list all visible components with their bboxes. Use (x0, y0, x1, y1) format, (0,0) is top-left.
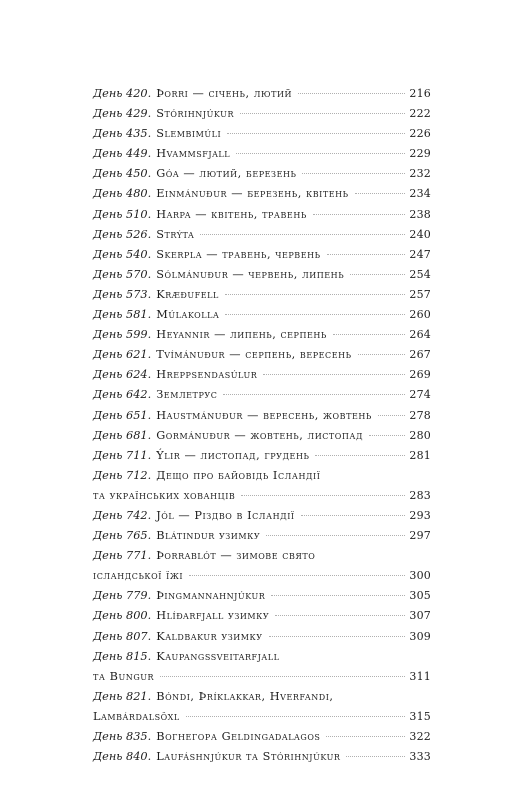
dot-leader (333, 334, 406, 335)
toc-title: Jól — Різдво в Ісландії (156, 508, 295, 522)
toc-page-number: 229 (409, 147, 431, 161)
toc-day: День 570. (93, 267, 152, 281)
toc-page-number: 267 (409, 348, 431, 362)
toc-entry (93, 466, 431, 506)
toc-page-number: 247 (409, 247, 431, 261)
toc-title: Kaupangssveitarfjall (156, 649, 280, 663)
dot-leader (355, 193, 406, 194)
toc-day: День 420. (93, 87, 152, 100)
toc-title: Einmánuður — березень, квітень (156, 187, 349, 201)
toc-title: Haustmánuður — вересень, жовтень (156, 408, 372, 422)
toc-entry (93, 546, 431, 586)
toc-entry-line (93, 164, 431, 184)
toc-title-continued: ісландської їжі (93, 569, 184, 583)
toc-entry (93, 365, 431, 385)
toc-entry (93, 747, 431, 767)
toc-page-number: 264 (409, 328, 431, 342)
toc-entry (93, 104, 431, 124)
toc-title: Múlakolla (156, 308, 220, 322)
toc-day: День 840. (93, 750, 152, 764)
toc-entry-line (93, 647, 431, 667)
toc-page-number: 278 (409, 408, 431, 422)
toc-entry-line (93, 365, 431, 385)
toc-entry-line (93, 124, 431, 144)
toc-entry-line (93, 566, 431, 586)
toc-page-number: 305 (409, 589, 431, 603)
toc-page-number: 307 (409, 609, 431, 623)
toc-day: День 624. (93, 368, 152, 382)
toc-entry-line (93, 546, 431, 566)
toc-day: День 779. (93, 589, 152, 603)
toc-entry (93, 406, 431, 426)
dot-leader (327, 254, 406, 255)
toc-entry-line (93, 586, 431, 606)
toc-day: День 681. (93, 428, 152, 442)
toc-title: Heyannir — липень, серпень (156, 328, 327, 342)
toc-entry (93, 164, 431, 184)
dot-leader (269, 636, 406, 637)
toc-entry (93, 446, 431, 466)
dot-leader (301, 515, 406, 516)
toc-entry (93, 225, 431, 245)
dot-leader (227, 133, 405, 134)
toc-entry-line (93, 265, 431, 285)
toc-page-number: 216 (409, 87, 431, 100)
toc-page-number: 309 (409, 629, 431, 643)
toc-entry-line (93, 325, 431, 345)
toc-title: Þingmannahnjúkur (156, 589, 266, 603)
table-of-contents (93, 84, 431, 767)
toc-entry (93, 245, 431, 265)
toc-entry-line (93, 727, 431, 747)
toc-entry-line (93, 345, 431, 365)
toc-entry-line (93, 747, 431, 767)
dot-leader (189, 575, 405, 576)
toc-title: Harpa — квітень, травень (156, 207, 307, 221)
toc-entry (93, 305, 431, 325)
toc-day: День 573. (93, 287, 152, 301)
toc-entry (93, 526, 431, 546)
toc-title: Skerpla — травень, червень (156, 247, 321, 261)
dot-leader (225, 314, 405, 315)
toc-title: Strýta (156, 227, 195, 241)
dot-leader (369, 435, 405, 436)
toc-day: День 540. (93, 247, 152, 261)
toc-entry-line (93, 426, 431, 446)
dot-leader (275, 615, 405, 616)
toc-title: Þorri — січень, лютий (156, 87, 293, 100)
toc-title: Blátindur узимку (156, 529, 261, 543)
toc-day: День 800. (93, 609, 152, 623)
toc-page-number: 333 (409, 750, 431, 764)
toc-title: Bóndi, Þríklakkar, Hverfandi, (156, 689, 334, 703)
toc-entry-line (93, 506, 431, 526)
toc-title-continued: та Bungur (93, 669, 155, 683)
toc-day: День 599. (93, 328, 152, 342)
toc-entry (93, 124, 431, 144)
toc-entry-line (93, 184, 431, 204)
toc-day: День 711. (93, 448, 152, 462)
dot-leader (240, 113, 405, 114)
toc-entry-line (93, 144, 431, 164)
toc-page-number: 260 (409, 308, 431, 322)
toc-title: Hlíðarfjall узимку (156, 609, 270, 623)
toc-entry-line (93, 606, 431, 626)
dot-leader (241, 495, 405, 496)
toc-page-number: 274 (409, 388, 431, 402)
toc-day: День 821. (93, 689, 152, 703)
toc-title: Дещо про байовідь Ісландії (156, 468, 321, 482)
toc-entry-line (93, 385, 431, 405)
toc-entry-line (93, 406, 431, 426)
toc-title: Вогнегора Geldingadalagos (156, 730, 321, 743)
toc-entry (93, 84, 431, 104)
dot-leader (346, 756, 405, 757)
toc-title: Sólmánuður — червень, липень (156, 267, 345, 281)
toc-entry-line (93, 104, 431, 124)
toc-entry-line (93, 526, 431, 546)
toc-page-number: 297 (409, 529, 431, 543)
toc-title: Þorrablót — зимове свято (156, 549, 316, 563)
toc-page-number: 232 (409, 167, 431, 181)
toc-day: День 480. (93, 187, 152, 201)
dot-leader (315, 455, 405, 456)
toc-day: День 835. (93, 730, 152, 743)
toc-page-number: 311 (409, 669, 431, 683)
toc-day: День 642. (93, 388, 152, 402)
toc-entry (93, 506, 431, 526)
toc-page-number: 226 (409, 127, 431, 141)
toc-day: День 815. (93, 649, 152, 663)
toc-entry (93, 325, 431, 345)
toc-entry-line (93, 707, 431, 727)
toc-title: Tvímánuður — серпень, вересень (156, 348, 352, 362)
toc-entry-line (93, 446, 431, 466)
toc-page-number: 238 (409, 207, 431, 221)
dot-leader (350, 274, 405, 275)
toc-day: День 526. (93, 227, 152, 241)
toc-title: Землетрус (156, 388, 218, 402)
toc-page-number: 222 (409, 107, 431, 121)
toc-day: День 581. (93, 308, 152, 322)
toc-page-number: 283 (409, 488, 431, 502)
dot-leader (263, 374, 405, 375)
toc-page-number: 281 (409, 448, 431, 462)
toc-day: День 450. (93, 167, 152, 181)
toc-title: Kræðufell (156, 287, 219, 301)
toc-entry (93, 345, 431, 365)
toc-entry-line (93, 627, 431, 647)
toc-title-continued: та українських хованців (93, 488, 236, 502)
toc-entry (93, 385, 431, 405)
toc-day: День 510. (93, 207, 152, 221)
dot-leader (223, 394, 405, 395)
toc-day: День 771. (93, 549, 152, 563)
toc-page-number: 293 (409, 508, 431, 522)
toc-title: Gormánuður — жовтень, листопад (156, 428, 364, 442)
toc-page-number: 240 (409, 227, 431, 241)
toc-entry (93, 205, 431, 225)
dot-leader (271, 595, 405, 596)
toc-day: День 712. (93, 468, 152, 482)
toc-entry (93, 285, 431, 305)
toc-day: День 742. (93, 508, 152, 522)
dot-leader (266, 535, 405, 536)
toc-day: День 765. (93, 529, 152, 543)
dot-leader (186, 716, 406, 717)
toc-title: Stórihnjúkur (156, 107, 235, 121)
toc-entry-line (93, 205, 431, 225)
toc-day: День 621. (93, 348, 152, 362)
toc-entry (93, 426, 431, 446)
toc-day: День 807. (93, 629, 152, 643)
dot-leader (326, 736, 405, 737)
toc-entry-line (93, 667, 431, 687)
toc-title: Góa — лютий, березень (156, 167, 297, 181)
dot-leader (200, 234, 405, 235)
dot-leader (298, 93, 405, 94)
toc-entry (93, 727, 431, 747)
toc-day: День 449. (93, 147, 152, 161)
toc-entry-line (93, 466, 431, 486)
toc-entry (93, 687, 431, 727)
toc-entry (93, 184, 431, 204)
toc-entry-line (93, 84, 431, 104)
toc-entry (93, 627, 431, 647)
toc-entry-line (93, 687, 431, 707)
toc-page-number: 269 (409, 368, 431, 382)
toc-title: Kaldbakur узимку (156, 629, 263, 643)
toc-title-continued: Lambárdalsöxl (93, 709, 180, 723)
dot-leader (302, 173, 405, 174)
toc-entry-line (93, 285, 431, 305)
toc-entry (93, 144, 431, 164)
toc-entry-line (93, 245, 431, 265)
dot-leader (313, 214, 406, 215)
toc-entry-line (93, 486, 431, 506)
dot-leader (358, 354, 406, 355)
toc-page-number: 234 (409, 187, 431, 201)
toc-title: Laufáshnjúkur та Stórihnjúkur (156, 750, 341, 764)
toc-entry (93, 586, 431, 606)
dot-leader (160, 676, 405, 677)
toc-entry-line (93, 225, 431, 245)
toc-page-number: 322 (409, 730, 431, 743)
toc-entry-line (93, 305, 431, 325)
toc-entry (93, 647, 431, 687)
toc-day: День 651. (93, 408, 152, 422)
toc-page-number: 254 (409, 267, 431, 281)
dot-leader (225, 294, 406, 295)
toc-page-number: 257 (409, 287, 431, 301)
toc-entry (93, 265, 431, 285)
toc-page-number: 280 (409, 428, 431, 442)
toc-title: Hreppsendasúlur (156, 368, 258, 382)
toc-title: Slembimúli (156, 127, 222, 141)
toc-title: Ýlir — листопад, грудень (156, 448, 310, 462)
toc-page-number: 300 (409, 569, 431, 583)
dot-leader (378, 415, 406, 416)
toc-day: День 429. (93, 107, 152, 121)
toc-entry (93, 606, 431, 626)
toc-title: Hvammsfjall (156, 147, 231, 161)
toc-day: День 435. (93, 127, 152, 141)
dot-leader (236, 153, 405, 154)
toc-page-number: 315 (409, 709, 431, 723)
